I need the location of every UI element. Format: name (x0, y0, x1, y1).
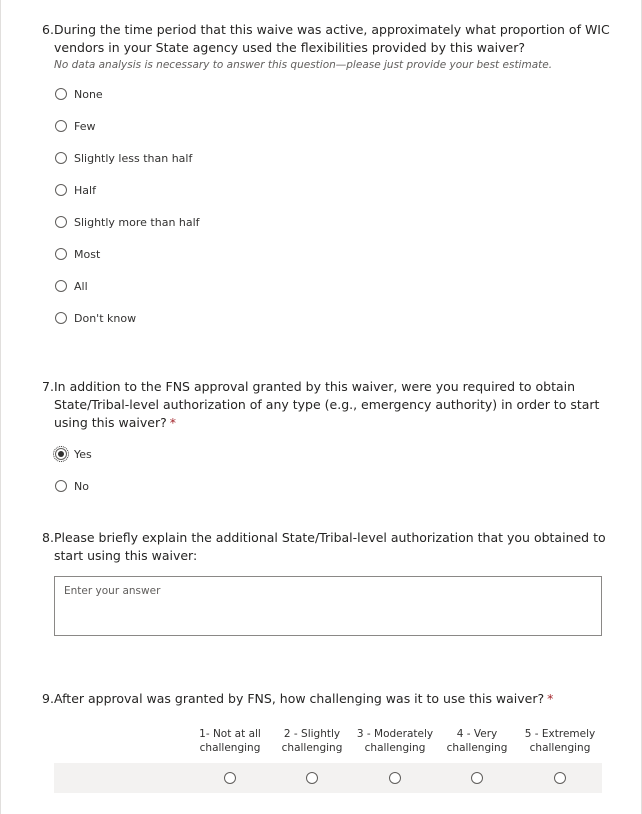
option-label: Slightly more than half (74, 215, 200, 229)
question-8-number: 8. (42, 530, 54, 545)
scale-label-line: 1- Not at all (199, 728, 261, 740)
option-no[interactable] (55, 470, 612, 502)
option-slightly-less-than-half[interactable] (55, 142, 612, 174)
option-label: Don't know (74, 311, 137, 325)
question-8 (42, 529, 612, 565)
option-none[interactable] (55, 78, 612, 110)
answer-textbox[interactable] (54, 576, 602, 636)
question-6-options (55, 78, 612, 334)
option-few[interactable] (55, 110, 612, 142)
question-6-text: During the time period that this waive was active, approximately what proportion of WIC vendors in your State agency used the flexibilities provided by this waiver? (54, 22, 610, 55)
question-9-text-content: After approval was granted by FNS, how challenging was it to use this waiver? (54, 691, 545, 706)
question-9-title (42, 690, 612, 708)
scale-label-4 (437, 727, 517, 755)
radio-circle-icon[interactable] (55, 216, 67, 228)
question-7-number: 7. (42, 379, 54, 394)
radio-circle-icon[interactable] (55, 88, 67, 100)
option-most[interactable] (55, 238, 612, 270)
scale-label-line: 3 - Moderately (356, 728, 434, 740)
question-8-title (42, 529, 612, 565)
radio-circle-icon[interactable] (55, 184, 67, 196)
question-7-options (55, 438, 612, 502)
option-label: Yes (74, 447, 92, 461)
scale-radio-5-icon[interactable] (554, 772, 566, 784)
question-8-text: Please briefly explain the additional State/Tribal-level authorization that you obtained to start using this waiver: (54, 530, 606, 563)
required-asterisk: * (169, 415, 176, 430)
radio-circle-icon[interactable] (55, 152, 67, 164)
scale-label-line: challenging (529, 742, 591, 754)
scale-label-line: 2 - Slightly (283, 728, 341, 740)
option-label: None (74, 87, 103, 101)
likert-scale-row (54, 763, 602, 793)
radio-circle-icon[interactable] (55, 480, 67, 492)
option-half[interactable] (55, 174, 612, 206)
scale-label-line: challenging (364, 742, 426, 754)
question-7-title (42, 378, 612, 432)
question-7 (42, 378, 612, 502)
radio-circle-icon[interactable] (55, 280, 67, 292)
question-7-text-content: In addition to the FNS approval granted by this waiver, were you required to obtain State/Tribal-level authorization of any type (e.g., emergency authority) in order to start using this waiver? (54, 379, 600, 430)
answer-placeholder: Enter your answer (64, 585, 161, 597)
scale-label-3 (355, 727, 435, 755)
scale-label-line: 5 - Extremely (524, 728, 596, 740)
option-label: Few (74, 119, 96, 133)
option-dont-know[interactable] (55, 302, 612, 334)
question-9-number: 9. (42, 691, 54, 706)
frame-left-border (0, 0, 1, 814)
radio-circle-icon[interactable] (55, 120, 67, 132)
scale-radio-2-icon[interactable] (306, 772, 318, 784)
option-label: All (74, 279, 88, 293)
scale-label-2 (272, 727, 352, 755)
question-7-text (54, 378, 612, 432)
scale-radio-1-icon[interactable] (224, 772, 236, 784)
scale-label-1 (190, 727, 270, 755)
option-label: Half (74, 183, 96, 197)
option-label: Slightly less than half (74, 151, 193, 165)
required-asterisk: * (547, 691, 554, 706)
scale-radio-3-icon[interactable] (389, 772, 401, 784)
option-all[interactable] (55, 270, 612, 302)
radio-circle-icon[interactable] (55, 248, 67, 260)
scale-label-line: challenging (281, 742, 343, 754)
option-slightly-more-than-half[interactable] (55, 206, 612, 238)
question-9 (42, 690, 612, 708)
scale-label-5 (520, 727, 600, 755)
option-label: Most (74, 247, 101, 261)
question-6-title (42, 21, 612, 57)
scale-label-line: challenging (446, 742, 508, 754)
option-label: No (74, 479, 89, 493)
question-9-text (54, 690, 612, 708)
radio-selected-icon[interactable] (55, 448, 67, 460)
scale-radio-4-icon[interactable] (471, 772, 483, 784)
question-6-number: 6. (42, 22, 54, 37)
radio-circle-icon[interactable] (55, 312, 67, 324)
option-yes[interactable] (55, 438, 612, 470)
question-6-subtitle: No data analysis is necessary to answer this question—please just provide your best estimate. (54, 59, 553, 71)
question-6 (42, 21, 612, 334)
scale-label-line: 4 - Very (456, 728, 498, 740)
scale-label-line: challenging (199, 742, 261, 754)
